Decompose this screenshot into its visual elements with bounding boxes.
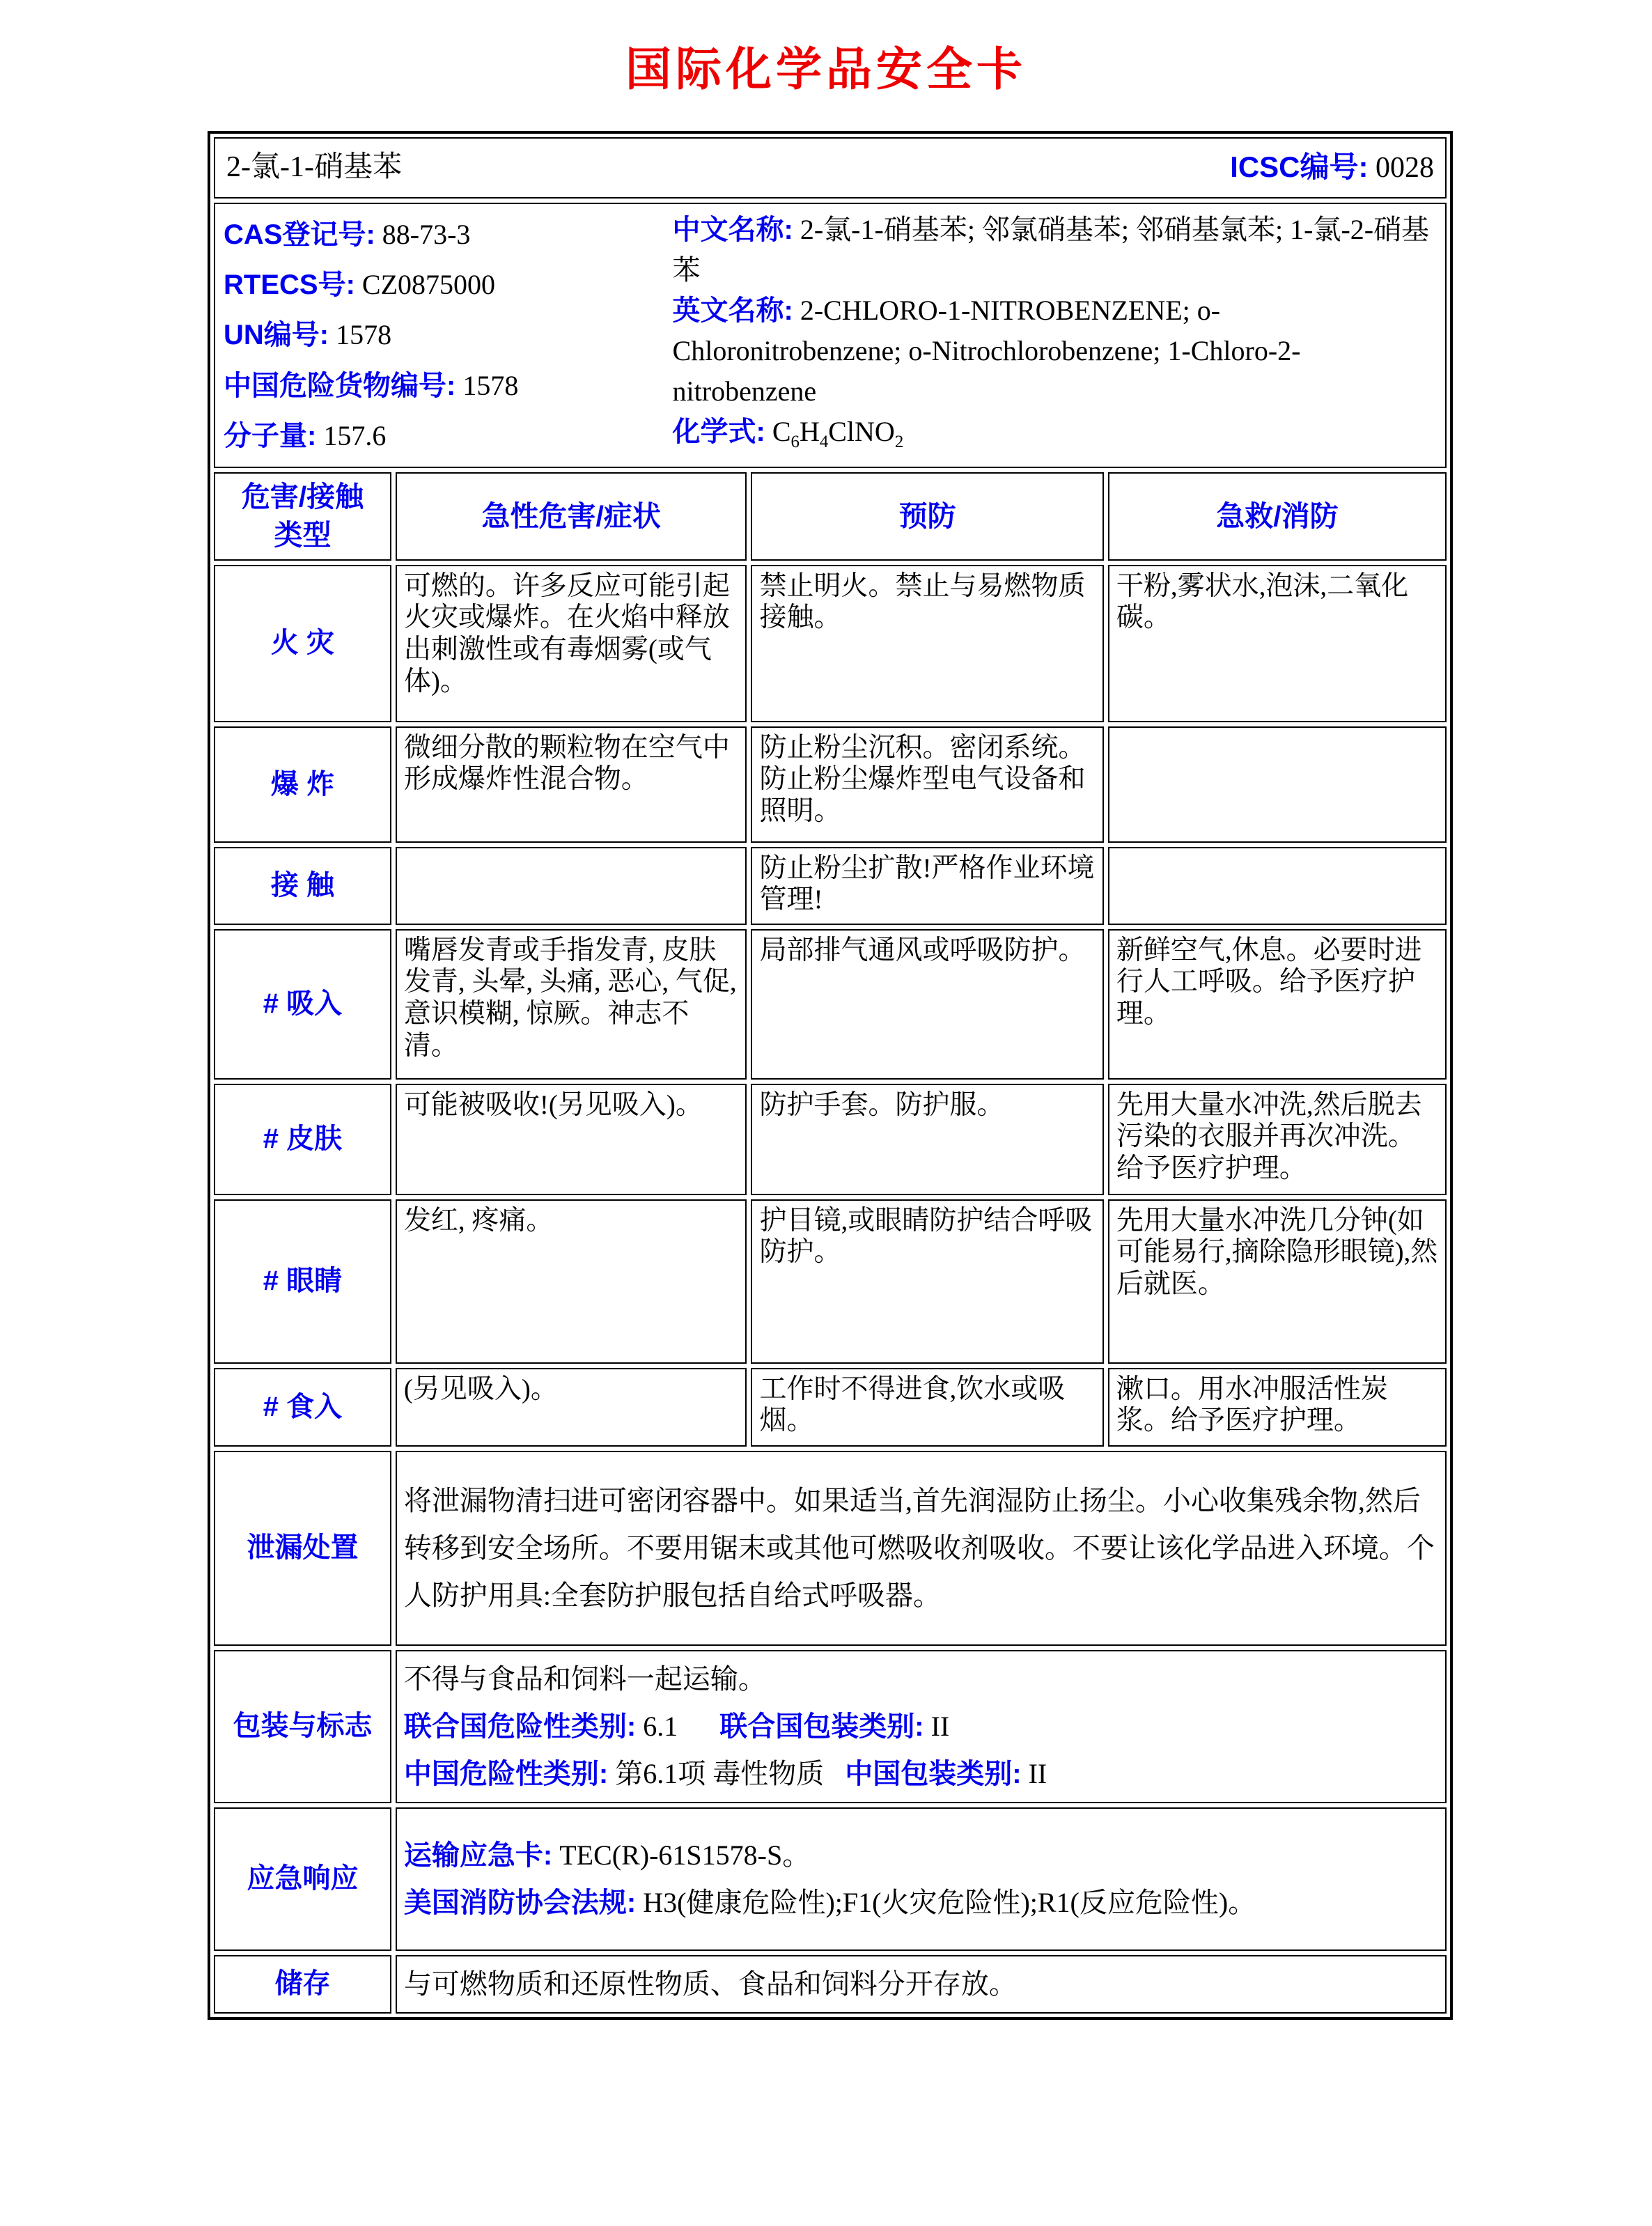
hazard-type-ingestion: # 食入	[214, 1368, 391, 1447]
column-header-firefighting: 急救/消防	[1108, 472, 1447, 561]
molecular-weight-line: 分子量: 157.6	[224, 419, 387, 451]
cn-dangerous-goods-line: 中国危险货物编号: 1578	[224, 369, 519, 401]
contact-response	[1108, 847, 1447, 925]
ingestion-prevention: 工作时不得进食,饮水或吸烟。	[751, 1368, 1103, 1447]
packaging-content: 不得与食品和饲料一起运输。 联合国危险性类别: 6.1 联合国包装类别: II 中国危险性类别: 第6.1项 毒性物质 中国包装类别: II	[396, 1650, 1447, 1803]
ingestion-response: 漱口。用水冲服活性炭浆。给予医疗护理。	[1108, 1368, 1447, 1447]
page-title: 国际化学品安全卡	[625, 43, 1027, 95]
inhalation-symptoms: 嘴唇发青或手指发青, 皮肤发青, 头晕, 头痛, 恶心, 气促, 意识模糊, 惊厥。神志不清。	[396, 929, 747, 1080]
english-names-line: 英文名称: 2-CHLORO-1-NITROBENZENE; o-Chloronitrobenzene; o-Nitrochlorobenzene; 1-Chloro-2-nitrobenzene	[672, 295, 1301, 407]
skin-prevention: 防护手套。防护服。	[751, 1084, 1103, 1195]
explosion-response	[1108, 726, 1447, 843]
names-block	[673, 210, 1437, 461]
eyes-response: 先用大量水冲洗几分钟(如可能易行,摘除隐形眼镜),然后就医。	[1108, 1199, 1447, 1364]
chemical-formula-line: 化学式: $C_6H_4ClNO_2$	[672, 416, 904, 451]
eyes-symptoms: 发红, 疼痛。	[396, 1199, 747, 1364]
card-header-row	[214, 137, 1447, 199]
cas-number-line: CAS登记号: 88-73-3	[224, 219, 471, 250]
chemical-name: 2-氯-1-硝基苯	[226, 151, 402, 184]
rtecs-number-line: RTECS号: CZ0875000	[224, 269, 496, 301]
inhalation-prevention: 局部排气通风或呼吸防护。	[751, 929, 1103, 1080]
safety-card	[208, 131, 1453, 2020]
column-header-hazard-type: 危害/接触 类型	[214, 472, 391, 561]
section-label-packaging: 包装与标志	[214, 1650, 391, 1803]
hazard-type-eyes: # 眼睛	[214, 1199, 391, 1364]
fire-symptoms: 可燃的。许多反应可能引起火灾或爆炸。在火焰中释放出刺激性或有毒烟雾(或气体)。	[396, 565, 747, 722]
un-number-line: UN编号: 1578	[224, 319, 392, 351]
explosion-prevention: 防止粉尘沉积。密闭系统。防止粉尘爆炸型电气设备和照明。	[751, 726, 1103, 843]
ingestion-symptoms: (另见吸入)。	[396, 1368, 747, 1447]
chemical-formula: $C_6H_4ClNO_2$	[765, 416, 904, 451]
spill-disposal-content: 将泄漏物清扫进可密闭容器中。如果适当,首先润湿防止扬尘。小心收集残余物,然后转移到安全场所。不要用锯末或其他可燃吸收剂吸收。不要让该化学品进入环境。个人防护用具:全套防护服包括自给式呼吸器。	[396, 1451, 1447, 1646]
explosion-symptoms: 微细分散的颗粒物在空气中形成爆炸性混合物。	[396, 726, 747, 843]
inhalation-response: 新鲜空气,休息。必要时进行人工呼吸。给予医疗护理。	[1108, 929, 1447, 1080]
hazard-type-skin: # 皮肤	[214, 1084, 391, 1195]
hazard-type-fire: 火 灾	[214, 565, 391, 722]
hazard-type-contact: 接 触	[214, 847, 391, 925]
emergency-response-content: 运输应急卡: TEC(R)-61S1578-S。 美国消防协会法规: H3(健康危险性);F1(火灾危险性);R1(反应危险性)。	[396, 1807, 1447, 1951]
skin-response: 先用大量水冲洗,然后脱去污染的衣服并再次冲洗。给予医疗护理。	[1108, 1084, 1447, 1195]
contact-prevention: 防止粉尘扩散!严格作业环境管理!	[751, 847, 1103, 925]
hazard-type-inhalation: # 吸入	[214, 929, 391, 1080]
hazard-type-explosion: 爆 炸	[214, 726, 391, 843]
column-header-prevention: 预防	[751, 472, 1103, 561]
identifiers-row	[214, 203, 1447, 468]
chinese-names-line: 中文名称: 2-氯-1-硝基苯; 邻氯硝基苯; 邻硝基氯苯; 1-氯-2-硝基苯	[672, 214, 1430, 286]
icsc-label: ICSC编号:	[1230, 150, 1369, 184]
icsc-number	[1230, 150, 1434, 185]
icsc-value: 0028	[1376, 152, 1434, 185]
card-grid	[214, 137, 1447, 2014]
column-header-acute-hazards: 急性危害/症状	[396, 472, 747, 561]
skin-symptoms: 可能被吸收!(另见吸入)。	[396, 1084, 747, 1195]
section-label-emergency-response: 应急响应	[214, 1807, 391, 1951]
fire-response: 干粉,雾状水,泡沫,二氧化碳。	[1108, 565, 1447, 722]
fire-prevention: 禁止明火。禁止与易燃物质接触。	[751, 565, 1103, 722]
eyes-prevention: 护目镜,或眼睛防护结合呼吸防护。	[751, 1199, 1103, 1364]
section-label-storage: 储存	[214, 1955, 391, 2014]
identifier-list	[224, 210, 673, 461]
contact-symptoms	[396, 847, 747, 925]
storage-content: 与可燃物质和还原性物质、食品和饲料分开存放。	[396, 1955, 1447, 2014]
section-label-spill-disposal: 泄漏处置	[214, 1451, 391, 1646]
